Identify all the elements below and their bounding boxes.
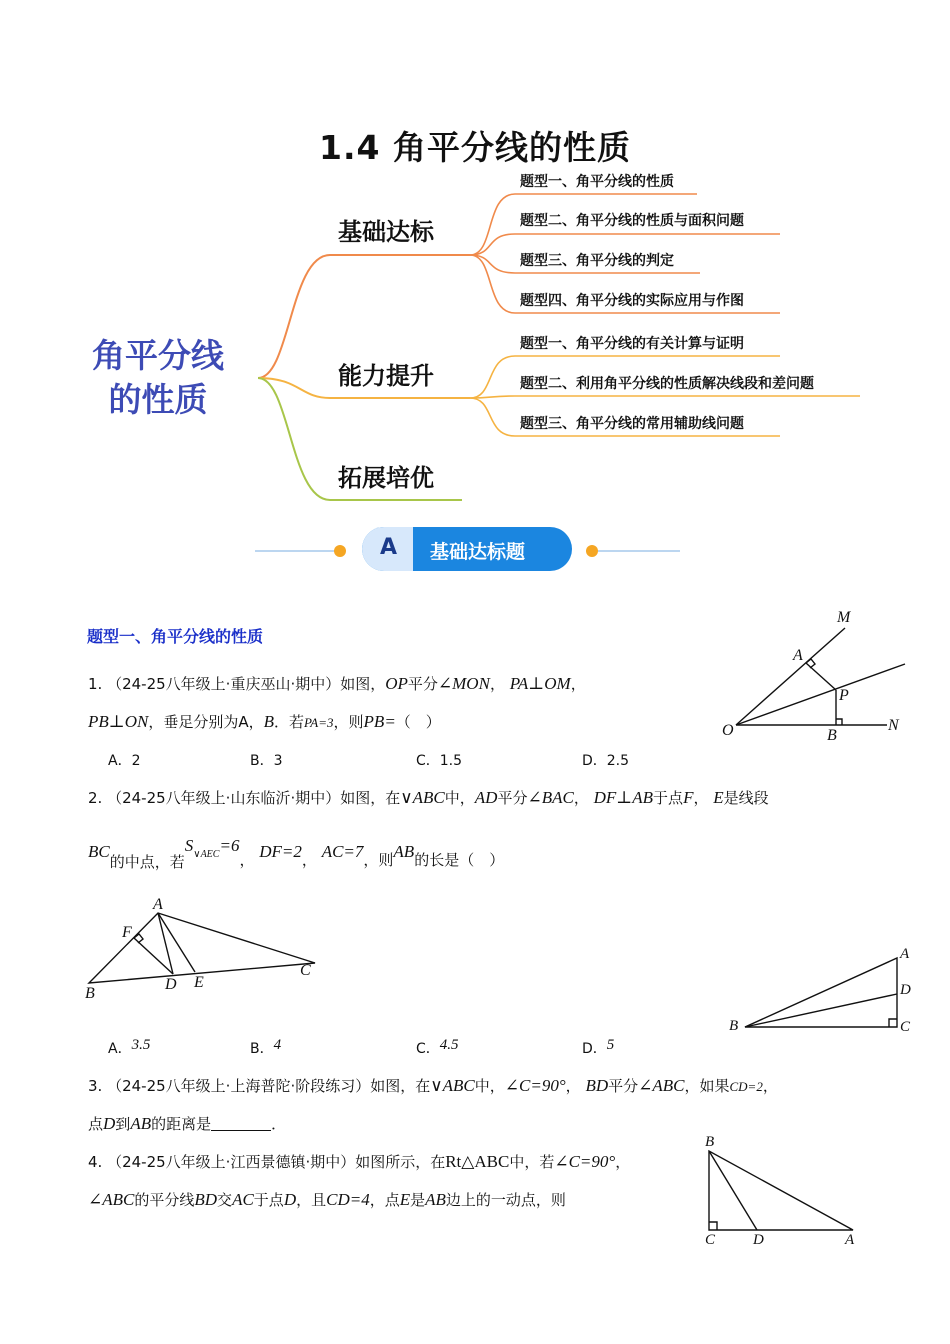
q4-bd: BD bbox=[194, 1190, 218, 1209]
q4-rt-triangle: Rt△ABC bbox=[445, 1152, 510, 1171]
branch-basic: 基础达标 bbox=[338, 218, 434, 246]
q1-ask: PB= bbox=[363, 712, 396, 731]
q2-ac-value: AC=7 bbox=[321, 842, 364, 861]
q2-ad: AD bbox=[474, 788, 498, 807]
q4-text8: 边上的一动点，则 bbox=[445, 1191, 566, 1209]
q1-text2: ，垂足分别为A， bbox=[148, 713, 264, 731]
q2-text4: 是线段 bbox=[723, 789, 769, 807]
q1-text3: ．若 bbox=[274, 713, 305, 731]
section-heading: 题型一、角平分线的性质 bbox=[87, 627, 264, 646]
fig3-label-b: B bbox=[729, 1018, 739, 1034]
q2-option-d-label: D． bbox=[582, 1041, 607, 1057]
q2-bc: BC bbox=[88, 842, 110, 861]
mindmap-root-line1: 角平分线 bbox=[92, 336, 224, 375]
fig2-label-e: E bbox=[194, 974, 204, 991]
question-1-line1: 1. （24-25八年级上·重庆巫山·期中）如图，OP平分∠MON， PA⊥OM， bbox=[88, 674, 586, 693]
q3-text5: 到 bbox=[115, 1115, 131, 1133]
q2-option-d-value: 5 bbox=[606, 1037, 615, 1053]
banner-text: 基础达标题 bbox=[430, 541, 526, 563]
q3-angle-c: ∠C=90° bbox=[504, 1076, 566, 1095]
q2-text5: 的中点，若 bbox=[109, 853, 185, 871]
q2-source: （24-25八年级上·山东临沂·期中）如图，在 bbox=[107, 789, 401, 807]
mindmap-root-line2: 的性质 bbox=[108, 380, 208, 419]
q3-text6: 的距离是 bbox=[151, 1115, 212, 1133]
q2-f: F bbox=[683, 788, 694, 807]
leaf-1-2: 题型二、角平分线的性质与面积问题 bbox=[520, 213, 744, 229]
q1-text1: 平分 bbox=[407, 675, 438, 693]
q2-area-s: S bbox=[184, 836, 194, 855]
q4-ac: AC bbox=[232, 1190, 254, 1209]
q4-text4: 于点 bbox=[253, 1191, 284, 1209]
fig4-label-d: D bbox=[753, 1232, 764, 1248]
q3-cd: CD=2 bbox=[729, 1079, 763, 1094]
q1-mon: ∠MON bbox=[437, 674, 490, 693]
q2-number: 2. bbox=[88, 789, 103, 807]
q3-number: 3. bbox=[88, 1077, 103, 1095]
q1-pb: PB⊥ON bbox=[88, 712, 149, 731]
leaf-1-4: 题型四、角平分线的实际应用与作图 bbox=[520, 293, 744, 309]
q1-source: （24-25八年级上·重庆巫山·期中）如图， bbox=[107, 675, 386, 693]
fig2-label-d: D bbox=[165, 976, 177, 993]
q2-option-d bbox=[582, 1038, 614, 1058]
q3-text2: 平分 bbox=[608, 1077, 639, 1095]
fig1-label-n: N bbox=[888, 717, 899, 734]
q2-option-a-label: A． bbox=[108, 1041, 132, 1057]
q1-condition: PA=3 bbox=[304, 715, 334, 730]
q4-angle-c: ∠C=90° bbox=[554, 1152, 616, 1171]
q2-triangle: ∨ABC bbox=[400, 788, 445, 807]
q3-ab: AB bbox=[130, 1114, 152, 1133]
question-3-line2 bbox=[88, 1114, 286, 1134]
fig4-label-c: C bbox=[705, 1232, 716, 1248]
q2-e: E bbox=[713, 788, 724, 807]
q3-text1: 中， bbox=[474, 1077, 505, 1095]
q1-option-b: B．3 bbox=[250, 753, 283, 769]
question-3-line1: 3. （24-25八年级上·上海普陀·阶段练习）如图，在∨ABC中，∠C=90°， BD平分∠ABC，如果CD=2， bbox=[88, 1076, 778, 1095]
fig1-label-o: O bbox=[722, 722, 734, 739]
q2-option-b bbox=[250, 1038, 281, 1058]
q1-option-c: C．1.5 bbox=[416, 753, 463, 769]
q2-text6: ，则 bbox=[363, 851, 394, 869]
q2-text7: 的长是（ ） bbox=[414, 851, 505, 869]
fig1-label-p: P bbox=[839, 687, 849, 704]
q1-number: 1. bbox=[88, 675, 103, 693]
leaf-2-3: 题型三、角平分线的常用辅助线问题 bbox=[520, 416, 744, 432]
fig4-label-a: A bbox=[845, 1232, 855, 1248]
branch-extend: 拓展培优 bbox=[338, 464, 434, 492]
figure-3 bbox=[745, 958, 897, 1027]
q1-text4: ，则 bbox=[333, 713, 364, 731]
q4-e: E bbox=[399, 1190, 411, 1209]
q1-option-d: D．2.5 bbox=[582, 753, 630, 769]
q4-ab: AB bbox=[425, 1190, 446, 1209]
q2-area-value: =6 bbox=[219, 836, 240, 855]
q2-text3: 于点 bbox=[653, 789, 684, 807]
q4-text3: 交 bbox=[217, 1191, 233, 1209]
q3-text4: 点 bbox=[88, 1115, 104, 1133]
q2-df-value: DF=2 bbox=[259, 842, 302, 861]
q2-text1: 中， bbox=[444, 789, 475, 807]
q2-area-sub: ∨AEC bbox=[193, 849, 220, 860]
banner-letter: A bbox=[380, 535, 398, 560]
fig1-label-b: B bbox=[827, 727, 837, 744]
fig3-label-a: A bbox=[900, 946, 910, 962]
q3-abc: ∠ABC bbox=[638, 1076, 685, 1095]
q2-option-c-value: 4.5 bbox=[439, 1037, 459, 1053]
figure-1 bbox=[736, 628, 905, 725]
q3-d: D bbox=[103, 1114, 116, 1133]
q1-b: B bbox=[263, 712, 275, 731]
branch-ability: 能力提升 bbox=[338, 362, 434, 390]
fig2-label-c: C bbox=[300, 962, 311, 979]
leaf-2-2: 题型二、利用角平分线的性质解决线段和差问题 bbox=[520, 376, 814, 392]
q2-ab: AB bbox=[393, 842, 415, 861]
q4-abc: ∠ABC bbox=[88, 1190, 135, 1209]
q2-option-b-value: 4 bbox=[273, 1037, 282, 1053]
page-title: 1.4 角平分线的性质 bbox=[319, 128, 631, 167]
q3-text3: ，如果 bbox=[684, 1077, 730, 1095]
q2-text2: 平分 bbox=[497, 789, 528, 807]
q1-pa: PA⊥OM bbox=[509, 674, 571, 693]
q1-op: OP bbox=[385, 674, 408, 693]
leaf-1-1: 题型一、角平分线的性质 bbox=[520, 174, 674, 190]
q3-triangle: ∨ABC bbox=[430, 1076, 475, 1095]
q4-text5: ，且 bbox=[296, 1191, 327, 1209]
q4-text2: 的平分线 bbox=[134, 1191, 195, 1209]
question-2-line1: 2. （24-25八年级上·山东临沂·期中）如图，在∨ABC中，AD平分∠BAC， DF⊥AB于点F， E是线段 bbox=[88, 788, 769, 807]
leaf-2-1: 题型一、角平分线的有关计算与证明 bbox=[520, 336, 744, 352]
fig1-label-a: A bbox=[793, 647, 803, 664]
fig4-label-b: B bbox=[705, 1134, 715, 1150]
q3-answer-blank[interactable] bbox=[211, 1116, 271, 1131]
q1-blank: （ ） bbox=[395, 713, 441, 731]
q3-text7: ． bbox=[271, 1115, 287, 1133]
q4-text1: 中，若 bbox=[509, 1153, 555, 1171]
q3-bd: BD bbox=[585, 1076, 609, 1095]
q2-option-c bbox=[416, 1038, 459, 1058]
q2-bac: ∠BAC bbox=[527, 788, 574, 807]
q2-option-a bbox=[108, 1038, 150, 1058]
q4-cd: CD=4 bbox=[326, 1190, 370, 1209]
q4-text7: 是 bbox=[410, 1191, 426, 1209]
fig3-label-c: C bbox=[900, 1019, 911, 1035]
mindmap-root bbox=[88, 334, 228, 422]
q4-text6: ，点 bbox=[369, 1191, 400, 1209]
question-4-line1: 4. （24-25八年级上·江西景德镇·期中）如图所示，在Rt△ABC中，若∠C=90°， bbox=[88, 1152, 631, 1171]
fig2-label-a: A bbox=[153, 896, 163, 913]
question-2-line2: BC的中点，若S∨AEC=6， DF=2， AC=7，则AB的长是（ ） bbox=[88, 836, 505, 871]
q2-option-c-label: C． bbox=[416, 1041, 440, 1057]
fig1-label-m: M bbox=[837, 609, 851, 626]
q4-number: 4. bbox=[88, 1153, 103, 1171]
q2-option-b-label: B． bbox=[250, 1041, 274, 1057]
q4-d: D bbox=[283, 1190, 297, 1209]
fig2-label-b: B bbox=[85, 985, 95, 1002]
fig2-label-f: F bbox=[122, 924, 132, 941]
q1-option-a: A．2 bbox=[108, 753, 141, 769]
q2-df: DF⊥AB bbox=[593, 788, 654, 807]
q2-option-a-value: 3.5 bbox=[131, 1037, 151, 1053]
leaf-1-3: 题型三、角平分线的判定 bbox=[520, 253, 674, 269]
figure-4 bbox=[709, 1151, 853, 1230]
fig3-label-d: D bbox=[900, 982, 911, 998]
q4-source: （24-25八年级上·江西景德镇·期中）如图所示，在 bbox=[107, 1153, 446, 1171]
question-1-line2 bbox=[88, 712, 441, 733]
q3-source: （24-25八年级上·上海普陀·阶段练习）如图，在 bbox=[107, 1077, 431, 1095]
question-4-line2 bbox=[88, 1190, 566, 1210]
